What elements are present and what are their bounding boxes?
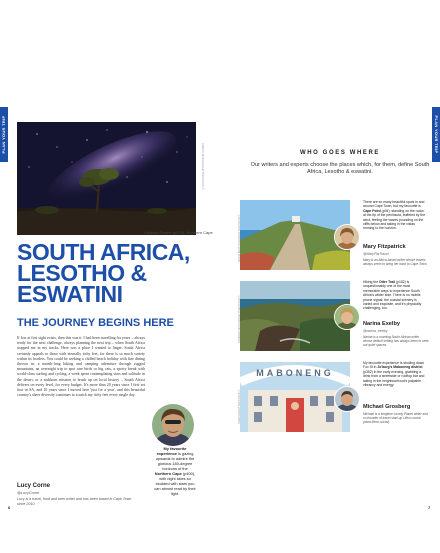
author-avatar (151, 403, 195, 447)
profile-1-text (363, 200, 426, 231)
title-line-3: ESWATINI (17, 281, 123, 307)
profile-2-place: Otter Trail (379, 280, 396, 284)
author-name: Lucy Corne (17, 483, 51, 489)
title-line-1: SOUTH AFRICA, (17, 239, 190, 265)
who-goes-where-heading: WHO GOES WHERE (299, 150, 381, 156)
photo-credit-1: MARIA KRAYNOVA/SHUTTERSTOCK © (238, 214, 241, 262)
title-line-2: LESOTHO & (17, 260, 147, 286)
hero-photo-kalahari (17, 122, 196, 235)
hero-photo-credit: ADRIAN MORGAN/SHUTTERSTOCK © (201, 143, 204, 190)
profile-1-handle: @MaryFitzTravel (363, 252, 389, 256)
author-handle: @LucyCorne (17, 491, 40, 495)
favourite-place: Northern Cape (154, 471, 182, 476)
who-goes-where-subheading: Our writers and experts choose the places which, for them, define South Africa, Lesotho & eswatini. (250, 162, 430, 175)
michael-portrait-illustration (335, 387, 359, 411)
page-title (17, 239, 217, 307)
right-tab-label: PLAN YOUR TRIP (434, 115, 439, 154)
profile-2-handle: @narina_exelby (363, 329, 388, 333)
intro-paragraph: If low at first sight exists, then this was it. I had been travelling for years – always ready for the next challenge, always planning the next trip – when South Africa stopped me in my tracks. Here was a place I wanted to linger. South Africa certainly appeals to those with eternally itchy feet, for there is so much variety within its borders. You could be seeking a chilled beach holiday with fine dining thrown in, a month-long hiking and camping adventure through rugged mountains, an overnight trip to spot rare birds or big cats, a sporty break with world-class surfing and cycling, a week spent contemplating stars and solitude in the desert, or a stubborn mission to brush up on local history – South Africa delivers on every level, for every budget. It's more than 20 years since I first set foot in SA, and 10 years since I moved here 'just for a year', and this beautiful country's sheer diversity continues to scratch my itchy feet every single day. (17, 336, 145, 398)
favourite-lead: My favourite experience (156, 446, 187, 456)
profile-2-name: Narina Exelby (363, 321, 400, 327)
profile-3-text (363, 361, 426, 387)
maboneng-sign: MABONENG (256, 368, 334, 378)
mary-portrait-illustration (335, 225, 359, 249)
profile-3-place: Jo'burg's Maboneng district (377, 365, 423, 370)
profile-1-bio: Mary is an Africa-based writer whose travels always seem to bring her back to Cape Town. (363, 258, 428, 267)
page-number-left: 6 (8, 505, 11, 510)
favourite-experience-text (154, 446, 196, 496)
profile-2-text-after: (p182) is unquestionably one of the most memorable ways to experience South Africa's wilder side. There is no mobile phone signal; the coastal scenery is varied and exquisite, and it's physically challenging, too. (363, 280, 422, 311)
kalahari-night-sky-illustration (17, 122, 196, 235)
profile-2-text (363, 280, 426, 311)
left-side-tab (0, 107, 8, 162)
author-bio: Lucy is a travel, food and beer writer and has been based in Cape Town since 2010. (17, 497, 132, 506)
profile-1-place: Cape Point (363, 208, 381, 213)
author-portrait-illustration (152, 404, 194, 446)
narina-portrait-illustration (335, 305, 359, 329)
mary-fitzpatrick-avatar (334, 224, 360, 250)
profile-3-text-after: (p352) in the early evening, grabbing a drink from a streetside or rooftop bar and taking in the neighbourhood's palpable vibrancy and energy. (363, 369, 425, 388)
profile-1-text-after: (p94): standing on the rocks at the tip of the peninsula, buffeted by the wind, feeling the waves pounding on the cliffs below and taking in the vistas running to the horizon. (363, 208, 426, 231)
profile-3-bio: Michael is a longtime Lonely Planet writer and co-founder of travel start-up Lifeco.social (www.lifeco.social). (363, 412, 428, 425)
photo-credit-3: NAKUNI/SHUTTERSTOCK © (238, 389, 241, 424)
favourite-tail: (p400), with night skies so studded with stars you can almost read by their light. (154, 471, 196, 496)
hero-caption: Kalahari Desert (p425), Northern Cape (144, 230, 213, 235)
left-tab-label: PLAN YOUR TRIP (1, 115, 6, 154)
michael-grosberg-avatar (334, 386, 360, 412)
profile-3-name: Michael Grosberg (363, 404, 411, 410)
profile-3-text-before: My favourite experience is strolling down Fox St in (363, 361, 425, 370)
profile-1-name: Mary Fitzpatrick (363, 244, 406, 250)
photo-credit-2: ANDREW MCINNIS/SHUTTERSTOCK © (238, 295, 241, 343)
profile-2-bio: Narina is a roaming South African writer whose default setting has always been to seek out quiet spaces. (363, 335, 429, 348)
favourite-body: is gazing upwards to admire the glorious 180-degree horizons of the (155, 451, 195, 471)
narina-exelby-avatar (334, 304, 360, 330)
page-number-right: 7 (428, 505, 431, 510)
profile-2-text-before: Hiking the (363, 280, 380, 284)
profile-1-text-before: There are so many beautiful spots in and around Cape Town, but my favourite is (363, 200, 425, 209)
page-subtitle: THE JOURNEY BEGINS HERE (17, 317, 174, 329)
